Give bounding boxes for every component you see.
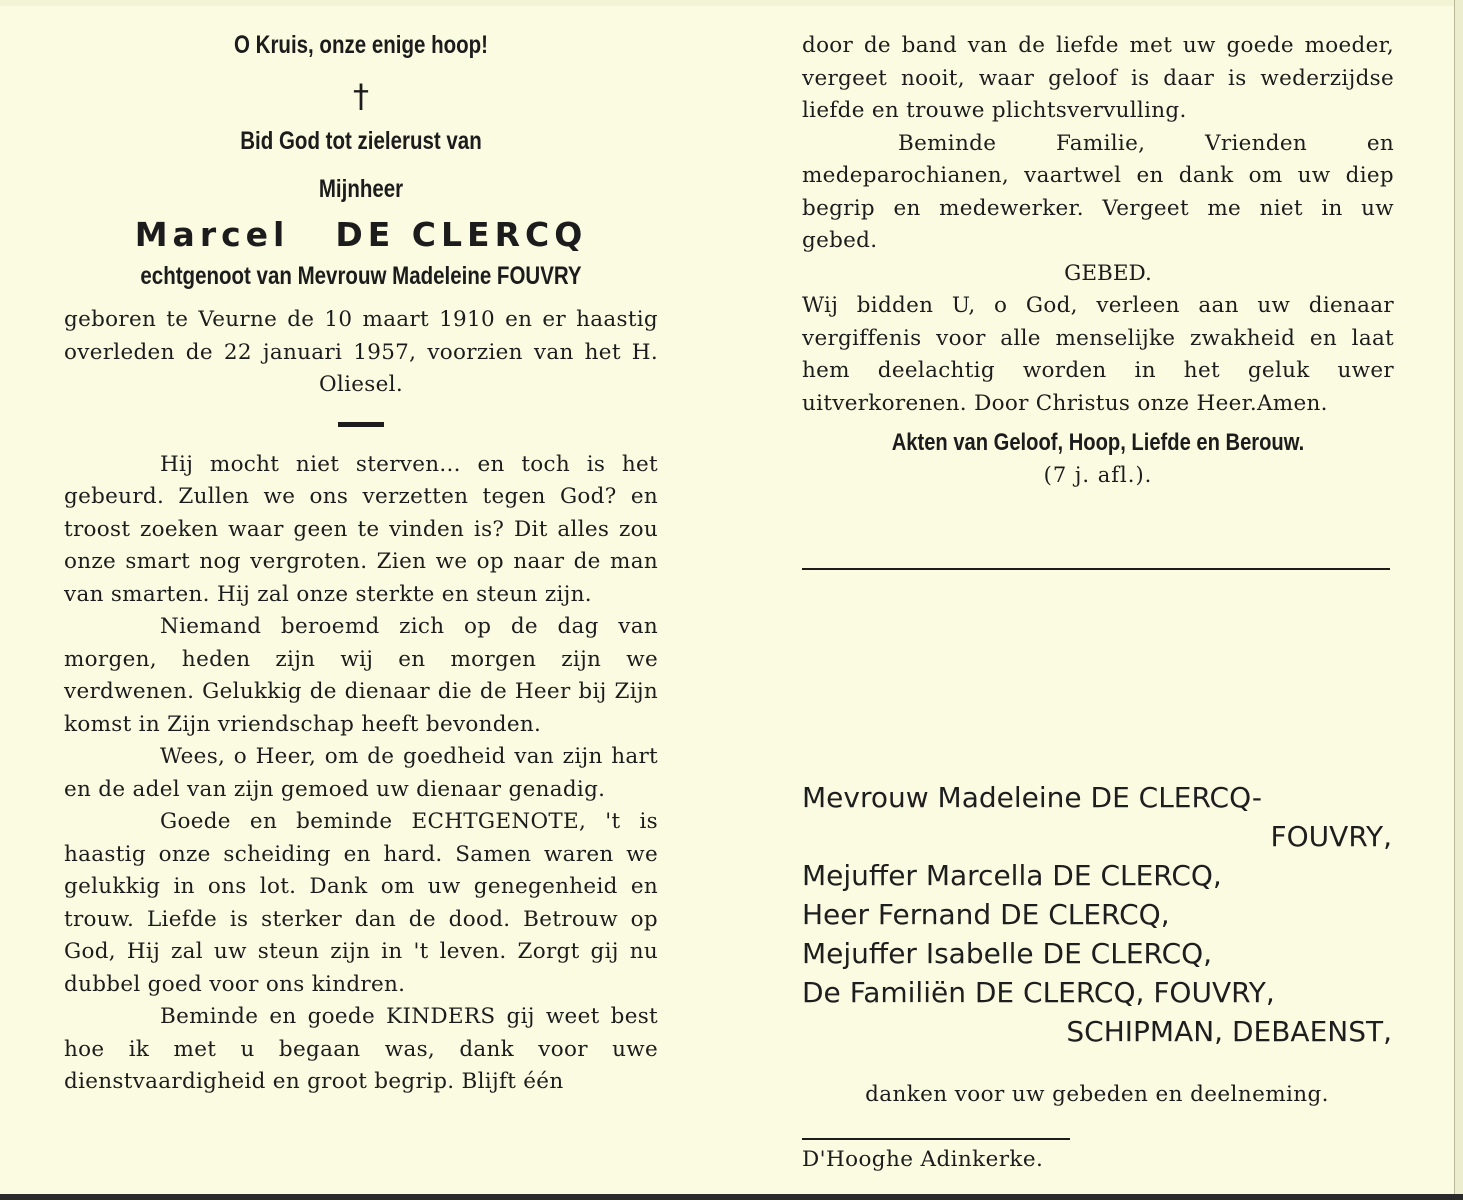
deceased-name: [64, 214, 658, 256]
prayer-request: Bid God tot zielerust van: [240, 127, 482, 155]
thanks-line: danken voor uw gebeden en deelneming.: [865, 1082, 1329, 1107]
family-widow-line-2: FOUVRY,: [1270, 820, 1392, 853]
body-paragraph-5: Beminde en goede KINDERS gij weet best hoe ik met u begaan was, dank voor uwe dienstvaardigheid en groot begrip. Blijft één: [64, 1004, 658, 1094]
body-paragraph-1: Hij mocht niet sterven... en toch is het gebeurd. Zullen we ons verzetten tegen God? en troost zoeken waar geen te vinden is? Dit alles zou onze smart nog vergroten. Zien we op naar de man van smarten. Hij zal onze sterkte en steun zijn.: [64, 451, 658, 607]
body-paragraph-3: Wees, o Heer, om de goedheid van zijn hart en de adel van zijn gemoed uw dienaar genadig.: [64, 744, 658, 802]
family-widow-line-1: Mevrouw Madeleine DE CLERCQ-: [802, 781, 1263, 814]
family-families-line-1: De Familiën DE CLERCQ, FOUVRY,: [802, 976, 1275, 1009]
printer-divider: [802, 1138, 1070, 1140]
family-daughter-2: Mejuffer Isabelle DE CLERCQ,: [802, 937, 1213, 970]
deceased-first-name: Marcel: [134, 215, 290, 254]
prayer-title: GEBED.: [1064, 260, 1152, 286]
family-list: [802, 778, 1392, 1051]
family-son: Heer Fernand DE CLERCQ,: [802, 898, 1170, 931]
farewell-text: Beminde Familie, Vrienden en medeparochianen, vaartwel en dank om uw diep begrip en medewerker. Vergeet me niet in uw gebed.: [802, 130, 1394, 253]
spouse-line: echtgenoot van Mevrouw Madeleine FOUVRY: [140, 262, 582, 290]
body-paragraph-2: Niemand beroemd zich op de dag van morgen, heden zijn wij en morgen zijn we verdwenen. Gelukkig de dienaar die de Heer bij Zijn komst in Zijn vriendschap heeft bevonden.: [64, 614, 658, 737]
continuation-text: door de band van de liefde met uw goede moeder, vergeet nooit, waar geloof is daar is wederzijdse liefde en trouwe plichtsvervulling.: [802, 33, 1394, 123]
right-divider: [802, 568, 1390, 570]
indulgence-note: (7 j. afl.).: [1043, 463, 1153, 487]
card-top-edge: [0, 0, 1463, 6]
birth-death-text: geboren te Veurne de 10 maart 1910 en er haastig overleden de 22 januari 1957, voorzien van het H. Oliesel.: [64, 307, 658, 397]
prayer-text: Wij bidden U, o God, verleen aan uw dienaar vergiffenis voor alle menselijke zwakheid en laat hem deelachtig worden in het geluk uwer uitverkorenen. Door Christus onze Heer.Amen.: [802, 293, 1394, 416]
left-column: [64, 28, 658, 1099]
family-daughter-1: Mejuffer Marcella DE CLERCQ,: [802, 859, 1222, 892]
motto: O Kruis, onze enige hoop!: [234, 31, 488, 59]
cross-icon: †: [353, 77, 369, 115]
deceased-last-name: DE CLERCQ: [335, 215, 588, 254]
right-column: [802, 30, 1394, 570]
honorific: Mijnheer: [318, 175, 404, 203]
card-right-edge: [1454, 0, 1463, 1200]
acts-line: Akten van Geloof, Hoop, Liefde en Berouw.: [891, 429, 1305, 456]
section-divider: [338, 422, 384, 427]
body-paragraph-4: Goede en beminde ECHTGENOTE, 't is haastig onze scheiding en hard. Samen waren we gelukkig in ons lot. Dank om uw genegenheid en trouw. Liefde is sterker dan de dood. Betrouw op God, Hij zal uw steun zijn in 't leven. Zorgt gij nu dubbel goed voor ons kindren.: [64, 809, 658, 997]
printer-credit: D'Hooghe Adinkerke.: [802, 1147, 1044, 1172]
card-bottom-edge: [0, 1194, 1463, 1200]
family-families-line-2: SCHIPMAN, DEBAENST,: [1066, 1015, 1392, 1048]
